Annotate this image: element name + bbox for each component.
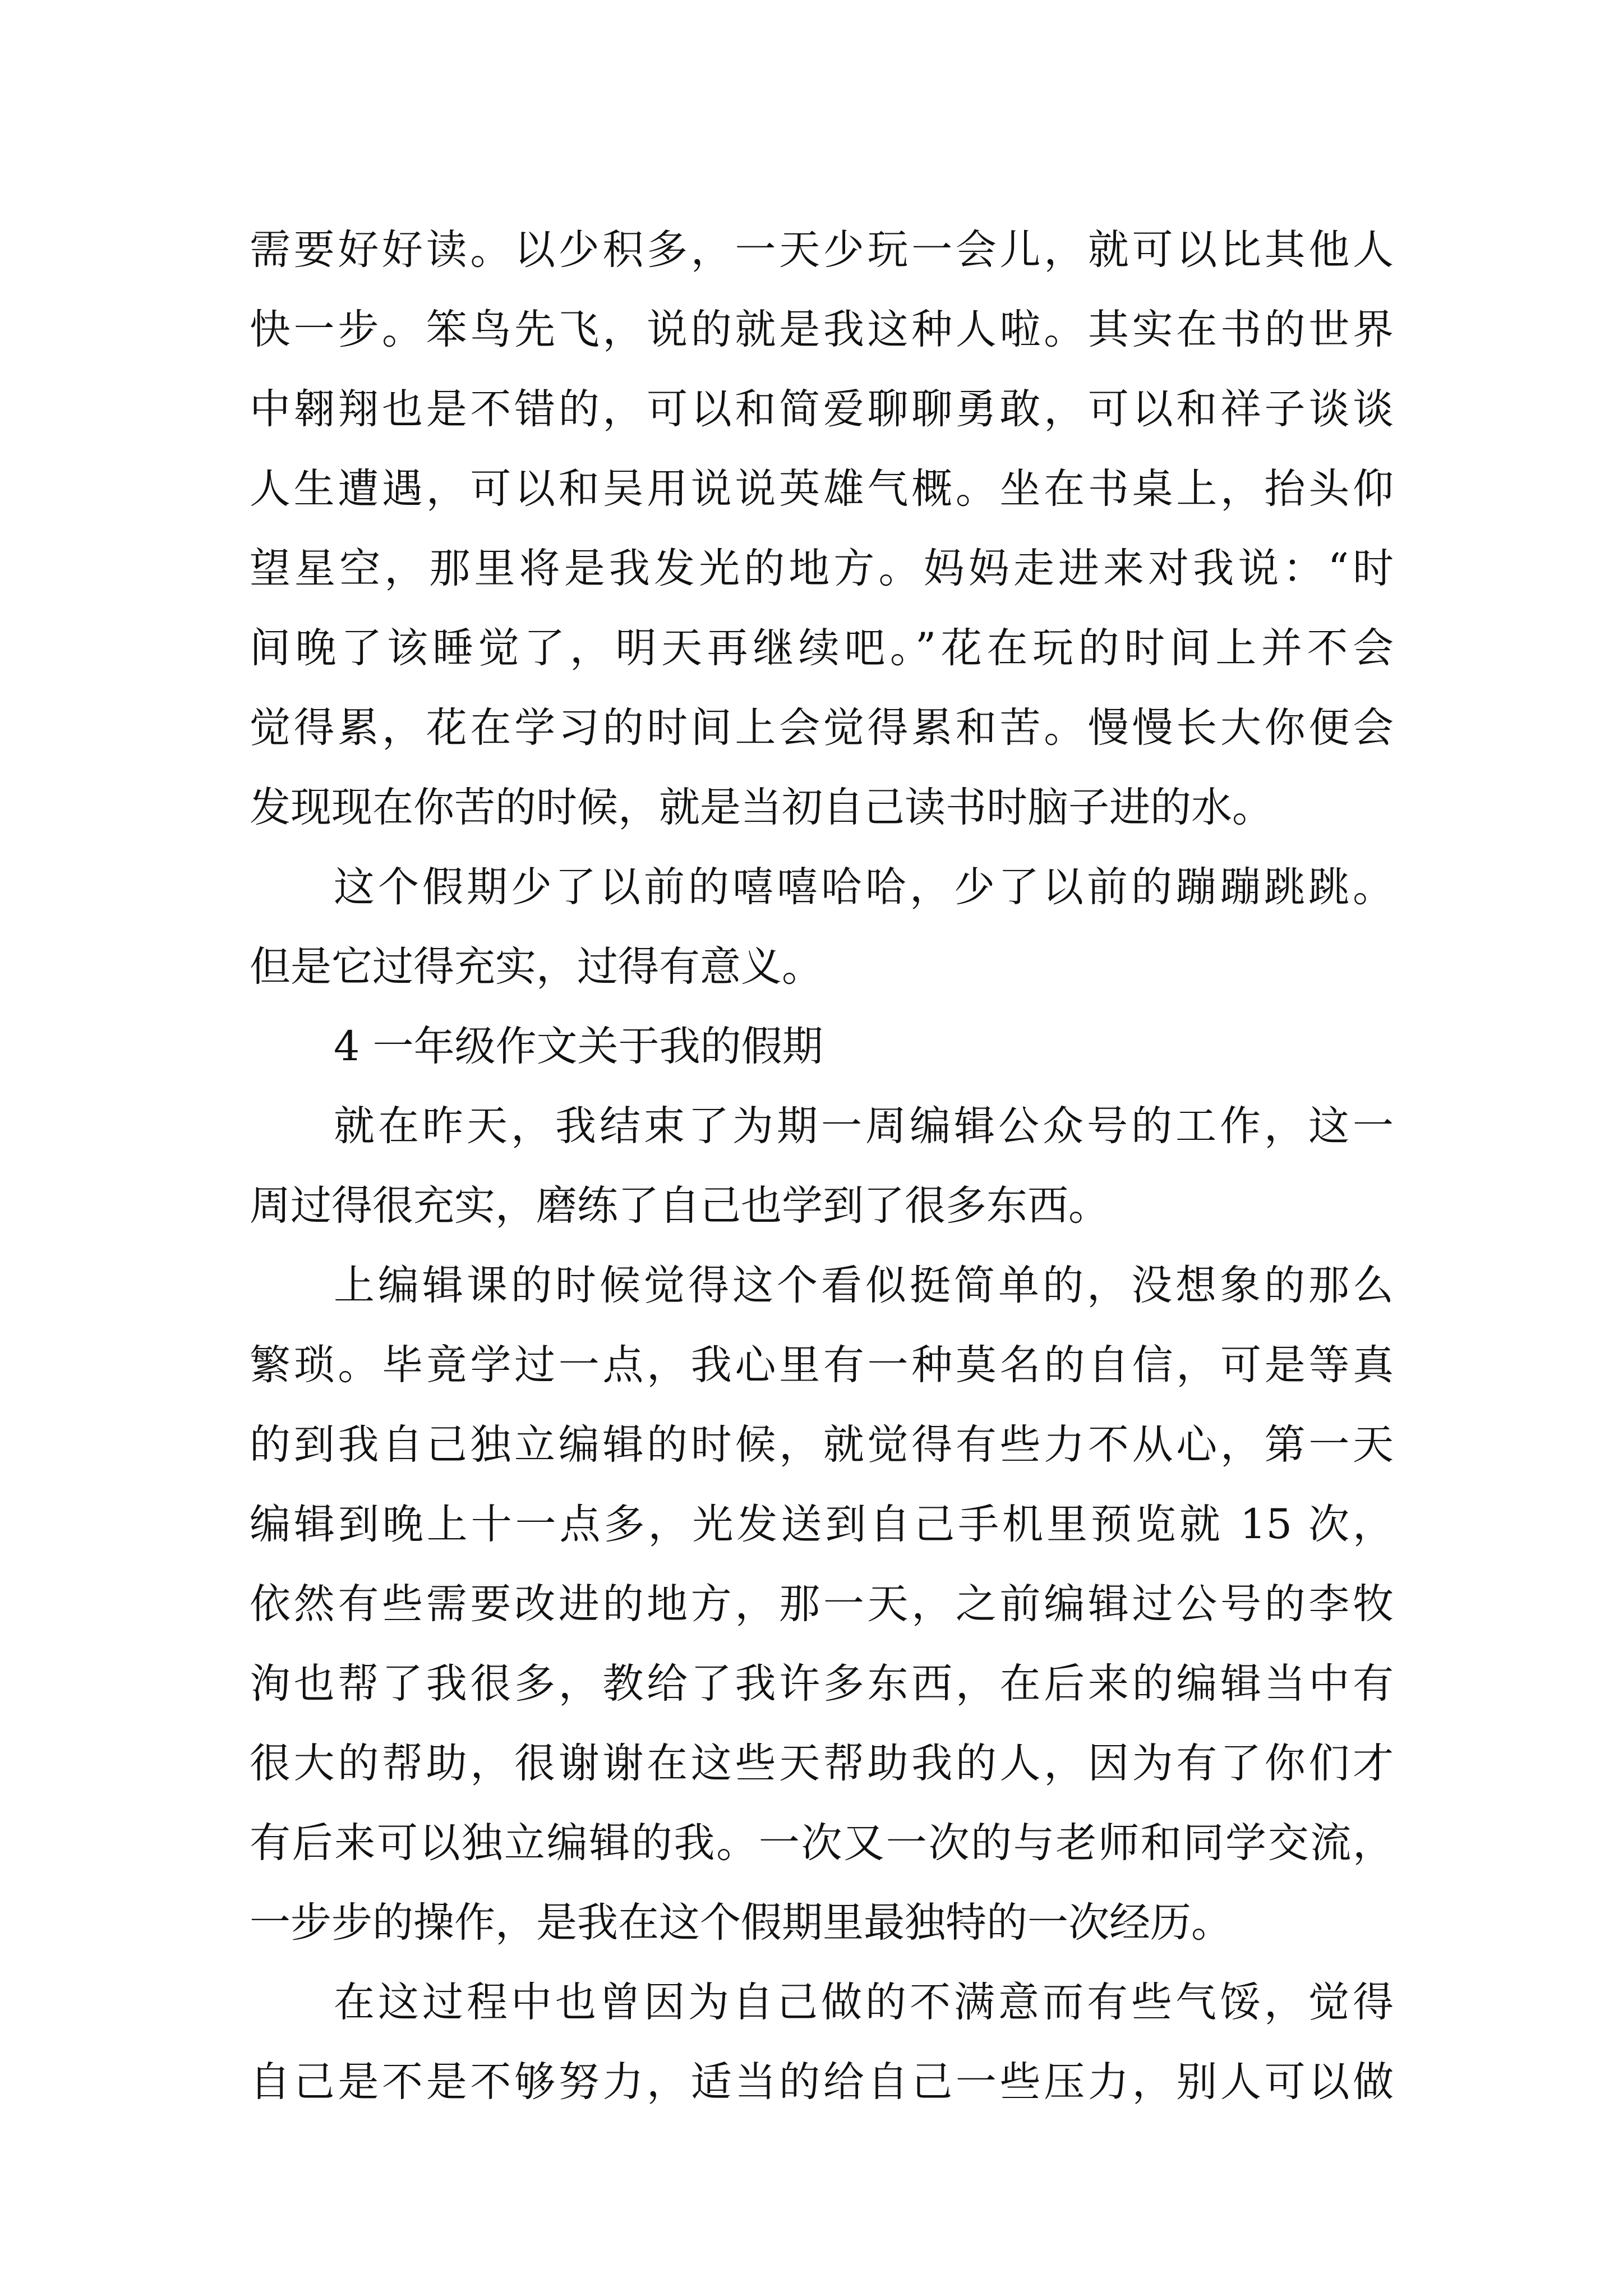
- text-line: 但是它过得充实，过得有意义。: [250, 943, 823, 991]
- text-line: 在这过程中也曾因为自己做的不满意而有些气馁，觉得: [334, 1978, 1394, 2026]
- paragraph: [250, 848, 1394, 1007]
- paragraph: [250, 1087, 1394, 1246]
- text-line: 的到我自己独立编辑的时候，就觉得有些力不从心，第一天: [250, 1421, 1394, 1469]
- text-line: 觉得累，花在学习的时间上会觉得累和苦。慢慢长大你便会: [250, 704, 1394, 752]
- text-line: 需要好好读。以少积多，一天少玩一会儿，就可以比其他人: [250, 226, 1394, 274]
- text-line: 自己是不是不够努力，适当的给自己一些压力，别人可以做: [250, 2058, 1394, 2106]
- text-line: 间晚了该睡觉了，明天再继续吧。”花在玩的时间上并不会: [250, 624, 1394, 672]
- paragraph: [250, 1963, 1394, 2122]
- section-heading: [250, 1007, 1394, 1087]
- text-line: 繁琐。毕竟学过一点，我心里有一种莫名的自信，可是等真: [250, 1341, 1394, 1389]
- text-line: 中翱翔也是不错的，可以和简爱聊聊勇敢，可以和祥子谈谈: [250, 385, 1394, 433]
- text-line: 洵也帮了我很多，教给了我许多东西，在后来的编辑当中有: [250, 1660, 1394, 1708]
- text-line: 望星空，那里将是我发光的地方。妈妈走进来对我说：“时: [250, 545, 1394, 592]
- text-line: 人生遭遇，可以和吴用说说英雄气概。坐在书桌上，抬头仰: [250, 465, 1394, 513]
- essay-body: [250, 210, 1394, 2122]
- text-line: 4 一年级作文关于我的假期: [334, 1023, 823, 1070]
- paragraph: [250, 210, 1394, 848]
- text-line: 周过得很充实，磨练了自己也学到了很多东西。: [250, 1182, 1109, 1230]
- text-line: 一步步的操作，是我在这个假期里最独特的一次经历。: [250, 1899, 1232, 1947]
- text-line: 上编辑课的时候觉得这个看似挺简单的，没想象的那么: [334, 1262, 1394, 1309]
- text-line: 快一步。笨鸟先飞，说的就是我这种人啦。其实在书的世界: [250, 306, 1394, 353]
- text-line: 这个假期少了以前的嘻嘻哈哈，少了以前的蹦蹦跳跳。: [334, 863, 1394, 911]
- paragraph: [250, 1246, 1394, 1963]
- text-line: 很大的帮助，很谢谢在这些天帮助我的人，因为有了你们才: [250, 1740, 1394, 1787]
- text-line: 有后来可以独立编辑的我。一次又一次的与老师和同学交流，: [250, 1819, 1394, 1867]
- text-line: 编辑到晚上十一点多，光发送到自己手机里预览就 15 次，: [250, 1501, 1394, 1548]
- text-line: 就在昨天，我结束了为期一周编辑公众号的工作，这一: [334, 1102, 1394, 1150]
- text-line: 依然有些需要改进的地方，那一天，之前编辑过公号的李牧: [250, 1580, 1394, 1628]
- text-line: 发现现在你苦的时候，就是当初自己读书时脑子进的水。: [250, 784, 1273, 831]
